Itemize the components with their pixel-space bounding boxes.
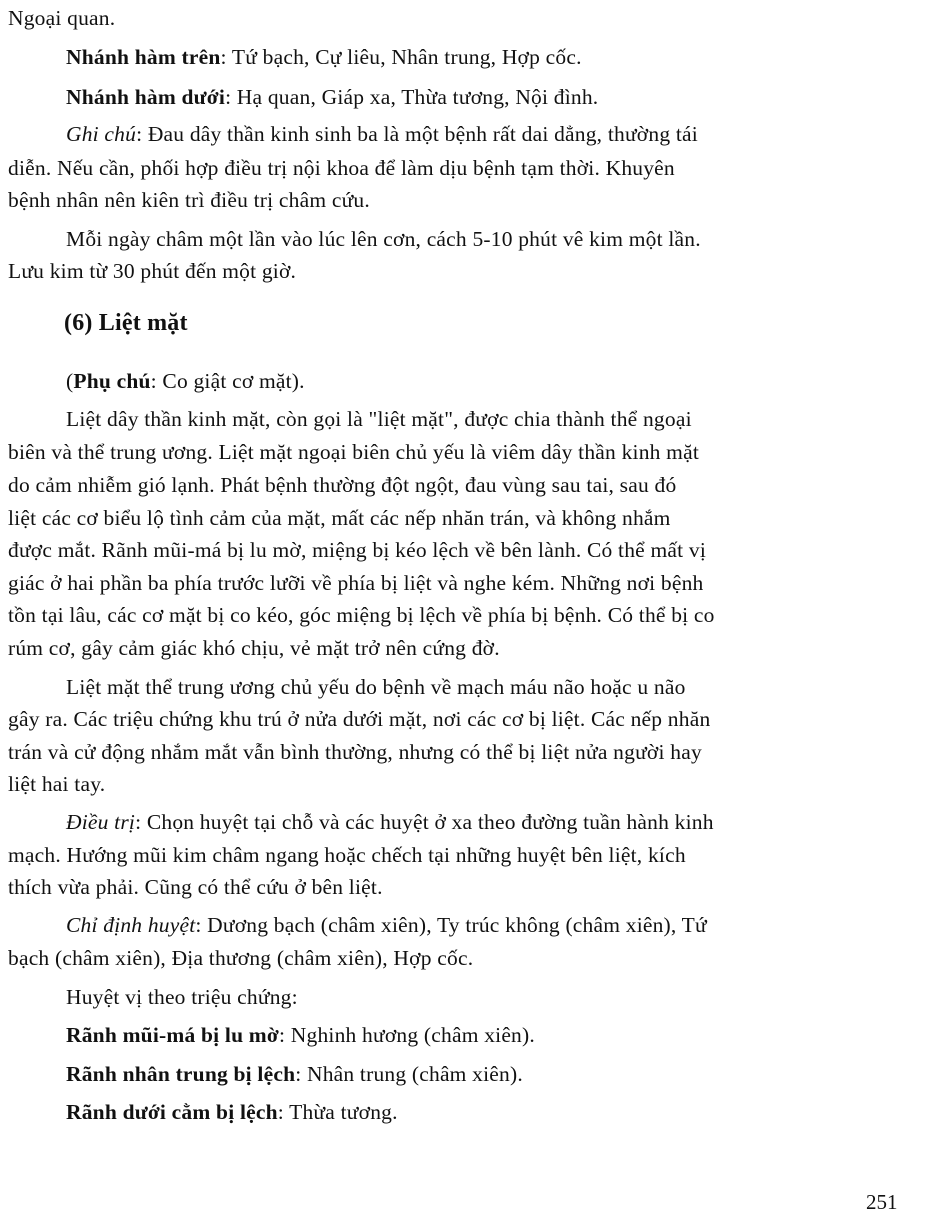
text-span: liệt hai tay.	[8, 772, 106, 796]
text-line	[66, 83, 598, 111]
text-span: được mắt. Rãnh mũi-má bị lu mờ, miệng bị kéo lệch về bên lành. Có thể mất vị	[8, 538, 707, 562]
text-span: : Nghinh hương (châm xiên).	[279, 1023, 535, 1047]
text-line	[8, 4, 115, 32]
text-line	[66, 43, 582, 71]
text-span: : Tứ bạch, Cự liêu, Nhân trung, Hợp cốc.	[220, 45, 582, 69]
text-line	[66, 673, 686, 701]
text-span: rúm cơ, gây cảm giác khó chịu, vẻ mặt trở nên cứng đờ.	[8, 636, 500, 660]
text-span: gây ra. Các triệu chứng khu trú ở nửa dưới mặt, nơi các cơ bị liệt. Các nếp nhăn	[8, 707, 711, 731]
page-number: 251	[866, 1190, 898, 1214]
italic-label: Ghi chú	[66, 122, 137, 146]
text-line	[66, 1098, 398, 1126]
text-line	[8, 536, 706, 564]
text-span: liệt các cơ biểu lộ tình cảm của mặt, mất các nếp nhăn trán, và không nhắm	[8, 506, 671, 530]
bold-label: Nhánh hàm dưới	[66, 85, 226, 109]
text-line	[8, 705, 710, 733]
text-span: Huyệt vị theo triệu chứng:	[66, 985, 298, 1009]
text-line	[8, 873, 383, 901]
text-span: trán và cử động nhắm mắt vẫn bình thường, nhưng có thể bị liệt nửa người hay	[8, 740, 702, 764]
text-span: do cảm nhiễm gió lạnh. Phát bệnh thường đột ngột, đau vùng sau tai, sau đó	[8, 473, 677, 497]
text-span: diễn. Nếu cần, phối hợp điều trị nội khoa để làm dịu bệnh tạm thời. Khuyên	[8, 156, 675, 180]
text-line	[66, 225, 701, 253]
text-line	[8, 471, 676, 499]
text-span: : Hạ quan, Giáp xa, Thừa tương, Nội đình.	[225, 85, 599, 109]
text-line	[8, 601, 715, 629]
text-span: mạch. Hướng mũi kim châm ngang hoặc chếch tại những huyệt bên liệt, kích	[8, 843, 686, 867]
text-span: : Đau dây thần kinh sinh ba là một bệnh rất dai dẳng, thường tái	[136, 122, 698, 146]
text-span: Ngoại quan.	[8, 6, 116, 30]
text-span: Mỗi ngày châm một lần vào lúc lên cơn, cách 5-10 phút vê kim một lần.	[66, 227, 701, 251]
italic-label: Chỉ định huyệt	[66, 913, 196, 937]
text-span: : Thừa tương.	[277, 1100, 398, 1124]
text-span: : Nhân trung (châm xiên).	[295, 1062, 523, 1086]
text-line	[8, 841, 686, 869]
text-span: Lưu kim từ 30 phút đến một giờ.	[8, 259, 297, 283]
section-heading: (6) Liệt mặt	[64, 310, 188, 336]
text-line	[66, 120, 698, 148]
text-line	[66, 1021, 535, 1049]
bold-label: Phụ chú	[73, 369, 151, 393]
text-line	[8, 569, 703, 597]
text-line	[66, 983, 298, 1011]
text-line	[66, 911, 707, 939]
text-span: (	[66, 369, 74, 393]
text-line	[66, 405, 692, 433]
text-line	[66, 1060, 523, 1088]
text-line	[8, 504, 671, 532]
text-line	[8, 944, 473, 972]
text-line	[8, 634, 500, 662]
text-span: Liệt dây thần kinh mặt, còn gọi là "liệt mặt", được chia thành thể ngoại	[66, 407, 692, 431]
text-span: : Dương bạch (châm xiên), Ty trúc không (châm xiên), Tứ	[195, 913, 707, 937]
bold-label: Rãnh nhân trung bị lệch	[66, 1062, 296, 1086]
italic-label: Điều trị	[66, 810, 136, 834]
text-line	[8, 770, 105, 798]
text-span: bạch (châm xiên), Địa thương (châm xiên), Hợp cốc.	[8, 946, 474, 970]
bold-label: Rãnh mũi-má bị lu mờ	[66, 1023, 280, 1047]
text-span: thích vừa phải. Cũng có thể cứu ở bên liệt.	[8, 875, 383, 899]
text-span: : Co giật cơ mặt).	[150, 369, 305, 393]
text-span: biên và thể trung ương. Liệt mặt ngoại biên chủ yếu là viêm dây thần kinh mặt	[8, 440, 700, 464]
text-line	[66, 808, 714, 836]
bold-label: Rãnh dưới cằm bị lệch	[66, 1100, 278, 1124]
bold-label: Nhánh hàm trên	[66, 45, 221, 69]
text-line	[8, 257, 296, 285]
text-line	[66, 367, 305, 395]
text-span: Liệt mặt thể trung ương chủ yếu do bệnh về mạch máu não hoặc u não	[66, 675, 686, 699]
text-line	[8, 738, 702, 766]
text-span: tồn tại lâu, các cơ mặt bị co kéo, góc miệng bị lệch về phía bị bệnh. Có thể bị co	[8, 603, 715, 627]
text-line	[8, 186, 370, 214]
text-line	[8, 154, 675, 182]
text-span: bệnh nhân nên kiên trì điều trị châm cứu.	[8, 188, 370, 212]
text-span: giác ở hai phần ba phía trước lưỡi về phía bị liệt và nghe kém. Những nơi bệnh	[8, 571, 704, 595]
text-span: : Chọn huyệt tại chỗ và các huyệt ở xa theo đường tuần hành kinh	[135, 810, 714, 834]
text-line	[8, 438, 699, 466]
